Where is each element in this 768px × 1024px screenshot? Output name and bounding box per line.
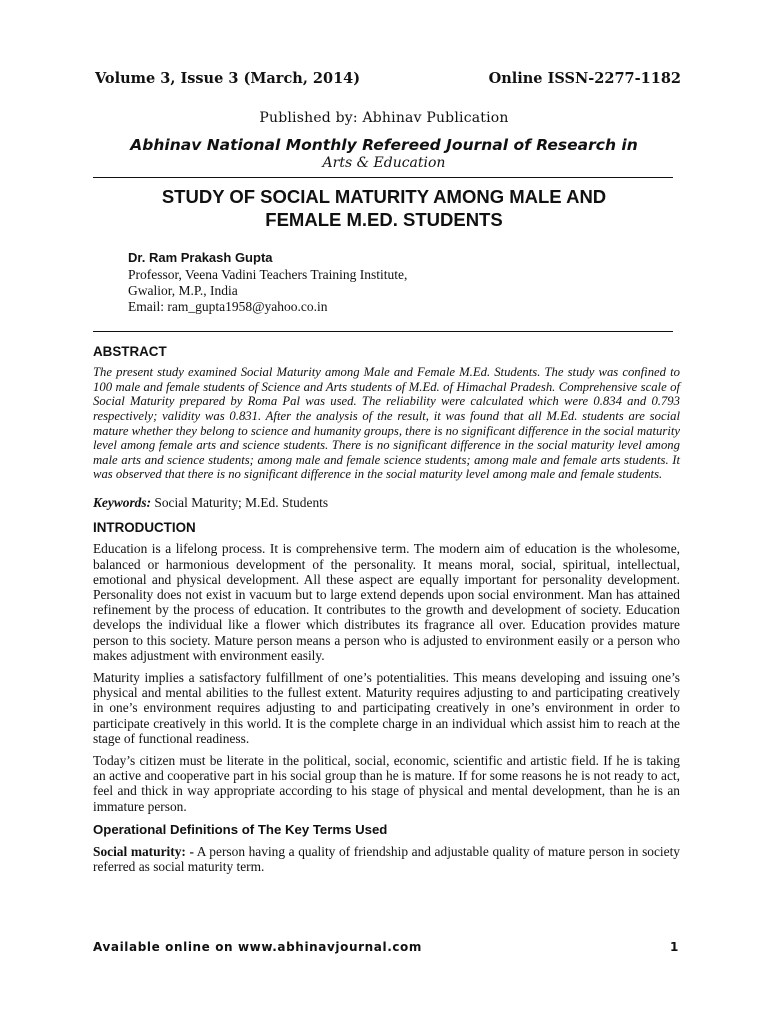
header-rule [93,177,673,178]
intro-paragraph-2: Maturity implies a satisfactory fulfillment of one’s potentialities. This means developing and issuing one’s physical and mental abilities to the fullest extent. Maturity requires adjusting to and participating creatively in one’s environment requires adjusting to and participating creatively in one’s environment in order to participate creatively in this world. It is the complete charge in an individual which assist him to reach at the stage of functional readiness. [93,669,680,746]
page-number: 1 [670,940,679,954]
running-header [95,70,681,87]
keywords-value: Social Maturity; M.Ed. Students [151,494,329,510]
intro-paragraph-3: Today’s citizen must be literate in the political, social, economic, scientific and artistic field. If he is taking an active and cooperative part in his social group than he is mature. If for some reasons he is not ready to act, feel and thick in way appropriate according to his stage of physical and mental development, than he is an immature person. [93,753,680,814]
definition-text: A person having a quality of friendship and adjustable quality of mature person in society referred as social maturity term. [93,844,680,875]
title-line-2: FEMALE M.ED. STUDENTS [265,209,503,230]
footer-availability: Available online on www.abhinavjournal.com [93,940,423,954]
issn: Online ISSN-2277-1182 [488,70,681,87]
abstract-heading: ABSTRACT [93,344,167,359]
definition-term: Social maturity: - [93,844,194,860]
introduction-heading: INTRODUCTION [93,520,196,536]
abstract-text: The present study examined Social Maturity among Male and Female M.Ed. Students. The study was confined to 100 male and female students of Science and Arts students of M.Ed. of Himachal Pradesh. Comprehensive scale of Social Maturity prepared by Roma Pal was used. The reliability were calculated which were 0.834 and 0.793 respectively; validity was 0.831. After the analysis of the result, it was found that all M.Ed. students are social mature whether they belong to science and humanity groups, there is no significant difference in the social maturity level among female arts and science students. There is no significant difference in the social maturity level among male arts and science students; among male and female science students; among male and female arts students. It was observed that there is no significant difference in the social maturity level among male and female students. [93,365,680,482]
author-rule [93,331,673,332]
journal-subject: Arts & Education [322,155,446,171]
author-block [128,250,407,315]
author-name: Dr. Ram Prakash Gupta [128,250,273,265]
author-position: Professor, Veena Vadini Teachers Training Institute, [128,267,408,282]
volume-issue: Volume 3, Issue 3 (March, 2014) [95,70,361,87]
main-content [93,344,680,881]
author-email: Email: ram_gupta1958@yahoo.co.in [128,299,328,314]
keywords [93,495,680,510]
journal-name: Abhinav National Monthly Refereed Journal of Research in [130,136,638,154]
paper-title [0,185,768,231]
author-location: Gwalior, M.P., India [128,283,238,298]
title-line-1: STUDY OF SOCIAL MATURITY AMONG MALE AND [161,186,607,207]
definitions-heading: Operational Definitions of The Key Terms Used [93,821,388,837]
keywords-label: Keywords: [93,494,152,510]
intro-paragraph-1: Education is a lifelong process. It is comprehensive term. The modern aim of education is the wholesome, balanced or harmonious development of the personality. It means moral, social, spiritual, intellectual, emotional and physical development. All these aspect are equally important for personality development. Personality does not exist in vacuum but to large extend depends upon social environment. Man has attained refinement by the process of education. It contributes to the growth and development of society. Education develops the individual like a flower which distributes its fragrance all over. Education provides mature person to this society. Mature person means a person who is adjusted to environment easily or a person who makes adjustment with environment easily. [93,541,680,663]
definition-social-maturity [93,844,680,874]
page-footer [93,940,679,954]
publisher-line: Published by: Abhinav Publication [259,110,509,126]
